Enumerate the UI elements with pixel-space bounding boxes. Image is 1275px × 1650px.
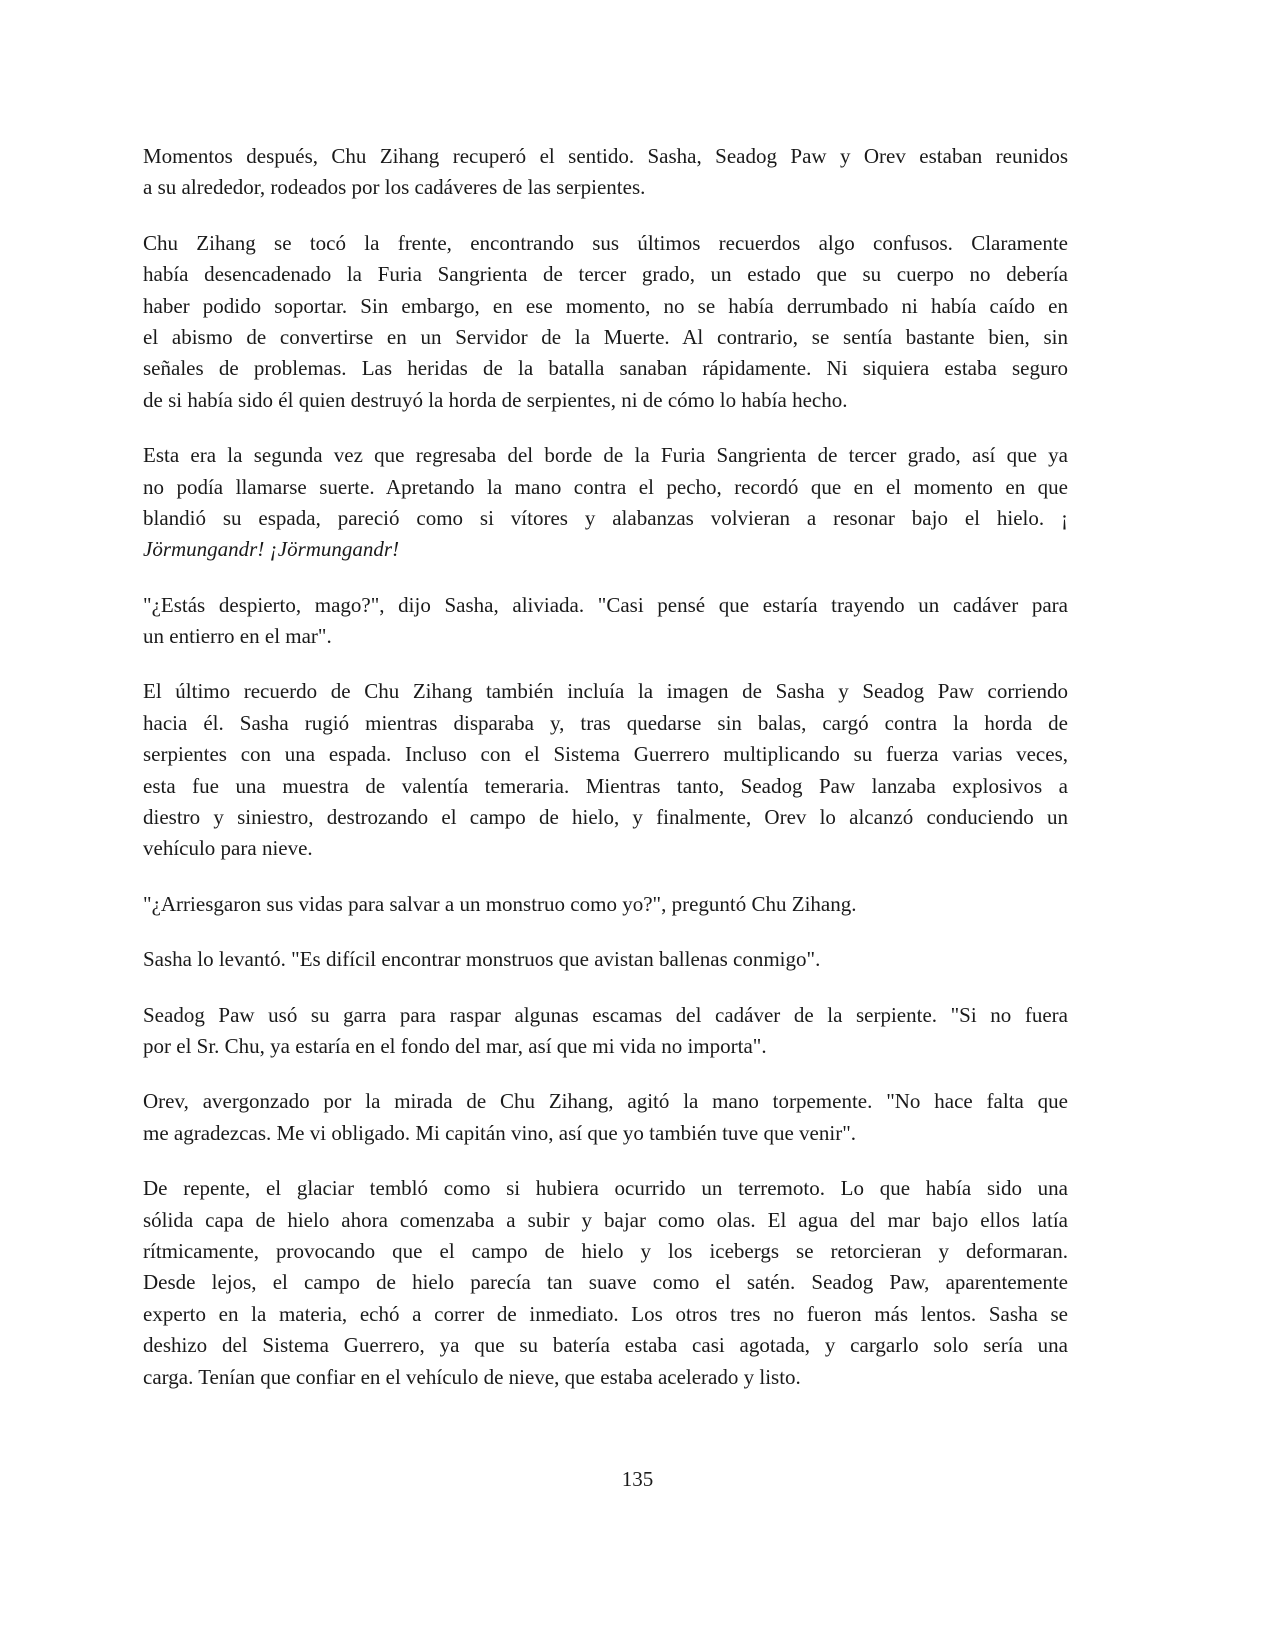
text-line: carga. Tenían que confiar en el vehículo de nieve, que estaba acelerado y listo. xyxy=(143,1364,801,1389)
text-line: blandió su espada, pareció como si vítores y alabanzas volvieran a resonar bajo el hielo. ¡ xyxy=(143,505,1068,530)
paragraph xyxy=(143,1086,1068,1149)
paragraph xyxy=(143,141,1068,204)
text-line: Orev, avergonzado por la mirada de Chu Zihang, agitó la mano torpemente. "No hace falta que xyxy=(143,1089,1068,1114)
paragraph xyxy=(143,1173,1068,1393)
text-line: Desde lejos, el campo de hielo parecía tan suave como el satén. Seadog Paw, aparentemente xyxy=(143,1270,1068,1295)
paragraph xyxy=(143,590,1068,653)
text-line: el abismo de convertirse en un Servidor de la Muerte. Al contrario, se sentía bastante bien, sin xyxy=(143,324,1068,349)
text-line: experto en la materia, echó a correr de inmediato. Los otros tres no fueron más lentos. Sasha se xyxy=(143,1301,1068,1326)
text-line: serpientes con una espada. Incluso con el Sistema Guerrero multiplicando su fuerza varias veces, xyxy=(143,742,1068,767)
page-number: 135 xyxy=(621,1467,654,1491)
text-line: Momentos después, Chu Zihang recuperó el sentido. Sasha, Seadog Paw y Orev estaban reunidos xyxy=(143,144,1068,168)
text-line: había desencadenado la Furia Sangrienta de tercer grado, un estado que su cuerpo no debería xyxy=(143,262,1068,287)
text-line: "¿Arriesgaron sus vidas para salvar a un monstruo como yo?", preguntó Chu Zihang. xyxy=(143,891,857,916)
paragraph xyxy=(143,889,1068,920)
text-line: a su alrededor, rodeados por los cadáveres de las serpientes. xyxy=(143,175,646,200)
text-line: Seadog Paw usó su garra para raspar algunas escamas del cadáver de la serpiente. "Si no fuera xyxy=(143,1002,1068,1027)
text-line: deshizo del Sistema Guerrero, ya que su batería estaba casi agotada, y cargarlo solo sería una xyxy=(143,1333,1068,1358)
text-line: no podía llamarse suerte. Apretando la mano contra el pecho, recordó que en el momento en que xyxy=(143,474,1068,499)
text-line: por el Sr. Chu, ya estaría en el fondo del mar, así que mi vida no importa". xyxy=(143,1033,767,1058)
paragraph xyxy=(143,676,1068,864)
paragraph xyxy=(143,228,1068,416)
text-line: De repente, el glaciar tembló como si hubiera ocurrido un terremoto. Lo que había sido una xyxy=(143,1176,1068,1201)
text-line: Jörmungandr! ¡Jörmungandr! xyxy=(143,537,400,562)
text-line: me agradezcas. Me vi obligado. Mi capitán vino, así que yo también tuve que venir". xyxy=(143,1120,857,1145)
text-line: diestro y siniestro, destrozando el campo de hielo, y finalmente, Orev lo alcanzó conduciendo un xyxy=(143,805,1068,830)
paragraph xyxy=(143,1000,1068,1063)
text-line: señales de problemas. Las heridas de la batalla sanaban rápidamente. Ni siquiera estaba seguro xyxy=(143,356,1068,381)
paragraph xyxy=(143,440,1068,566)
paragraph xyxy=(143,944,1068,975)
text-line: "¿Estás despierto, mago?", dijo Sasha, aliviada. "Casi pensé que estaría trayendo un cadáver para xyxy=(143,592,1068,617)
text-line: Chu Zihang se tocó la frente, encontrando sus últimos recuerdos algo confusos. Claramente xyxy=(143,230,1068,255)
text-line: de si había sido él quien destruyó la horda de serpientes, ni de cómo lo había hecho. xyxy=(143,387,848,412)
text-line: El último recuerdo de Chu Zihang también incluía la imagen de Sasha y Seadog Paw corriendo xyxy=(143,679,1068,704)
text-line: rítmicamente, provocando que el campo de hielo y los icebergs se retorcieran y deformaran. xyxy=(143,1238,1068,1263)
text-line: vehículo para nieve. xyxy=(143,836,313,861)
text-line: un entierro en el mar". xyxy=(143,624,332,649)
text-line: esta fue una muestra de valentía temeraria. Mientras tanto, Seadog Paw lanzaba explosivos a xyxy=(143,773,1068,798)
text-line: sólida capa de hielo ahora comenzaba a subir y bajar como olas. El agua del mar bajo ellos latía xyxy=(143,1207,1068,1232)
page-body xyxy=(143,141,1068,1417)
text-line: haber podido soportar. Sin embargo, en ese momento, no se había derrumbado ni había caído en xyxy=(143,293,1068,318)
text-line: Esta era la segunda vez que regresaba del borde de la Furia Sangrienta de tercer grado, así que ya xyxy=(143,443,1068,468)
text-line: Sasha lo levantó. "Es difícil encontrar monstruos que avistan ballenas conmigo". xyxy=(143,947,821,972)
text-line: hacia él. Sasha rugió mientras disparaba y, tras quedarse sin balas, cargó contra la horda de xyxy=(143,710,1068,735)
